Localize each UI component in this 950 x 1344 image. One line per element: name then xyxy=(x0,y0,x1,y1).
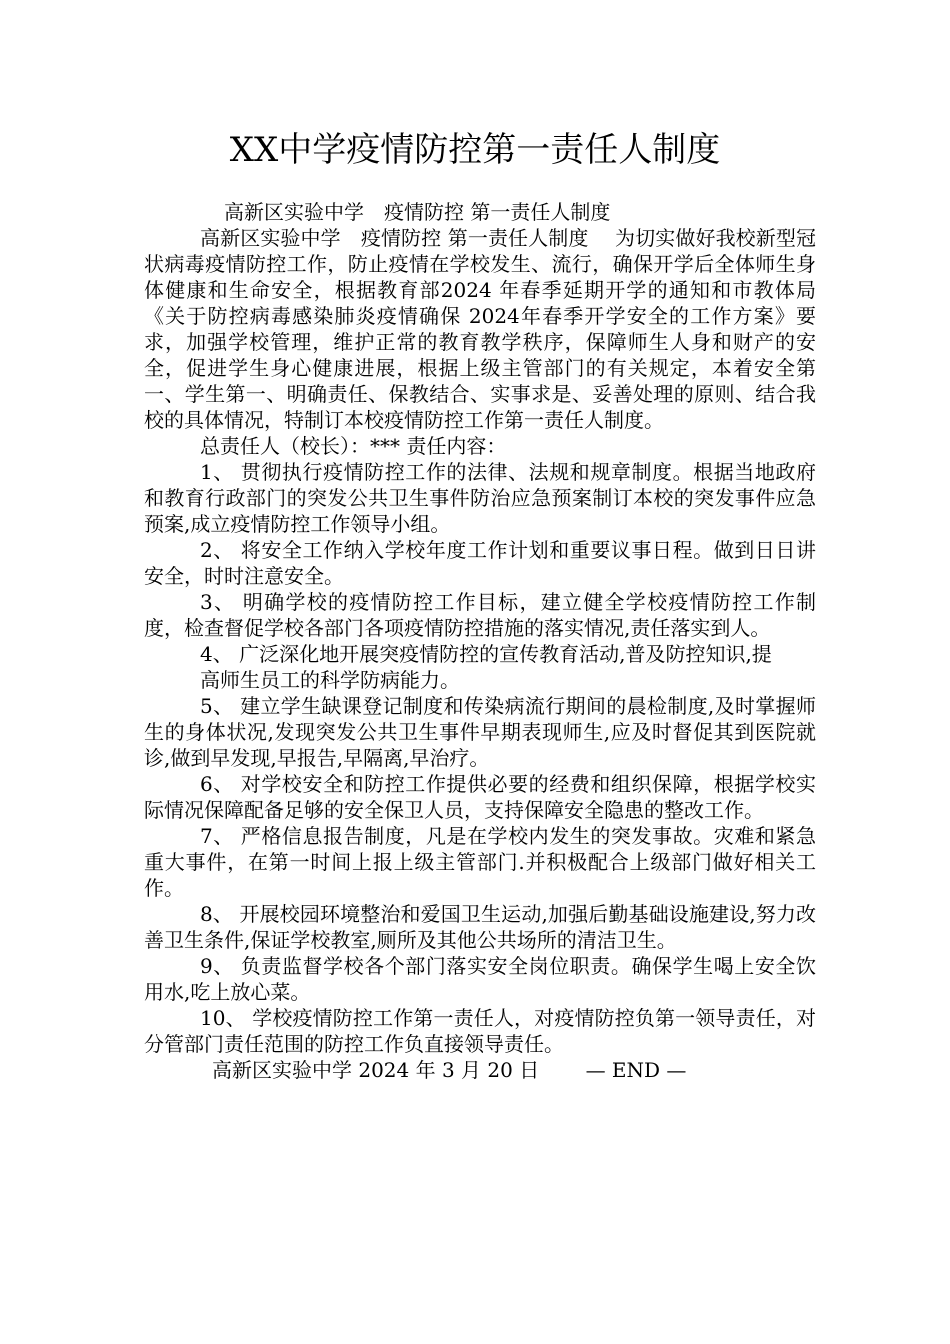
document-title: XX中学疫情防控第一责任人制度 xyxy=(229,130,721,170)
intro-paragraph: 高新区实验中学 疫情防控 第一责任人制度 为切实做好我校新型冠状病毒疫情防控工作，防止疫情在学校发生、流行，确保开学后全体师生身体健康和生命安全，根据教育部2024 年春季延期开学的通知和市教体局《关于防控病毒感染肺炎疫情确保 2024年春季开学安全的工作方案》要求，加强学校管理，维护正常的教育教学秩序，保障师生人身和财产的安全，促进学生身心健康进展，根据上级主管部门的有关规定，本着安全第一、学生第一、明确责任、保教结合、实事求是、妥善处理的原则、结合我校的具体情况，特制订本校疫情防控工作第一责任人制度。 xyxy=(144,226,816,432)
document-subheading: 高新区实验中学 疫情防控 第一责任人制度 xyxy=(224,200,611,224)
document-body xyxy=(144,199,816,1083)
duty-item-5: 5、 建立学生缺课登记制度和传染病流行期间的晨检制度,及时掌握师生的身体状况,发现突发公共卫生事件早期表现师生,应及时督促其到医院就诊,做到早发现,早报告,早隔离,早治疗。 xyxy=(144,694,816,770)
duty-item-3: 3、 明确学校的疫情防控工作目标，建立健全学校疫情防控工作制度，检查督促学校各部门各项疫情防控措施的落实情况,责任落实到人。 xyxy=(144,590,816,640)
duty-item-1: 1、 贯彻执行疫情防控工作的法律、法规和规章制度。根据当地政府和教育行政部门的突发公共卫生事件防治应急预案制订本校的突发事件应急预案,成立疫情防控工作领导小组。 xyxy=(144,460,816,536)
duty-item-10: 10、 学校疫情防控工作第一责任人，对疫情防控负第一领导责任，对分管部门责任范围的防控工作负直接领导责任。 xyxy=(144,1006,816,1056)
duty-item-4: 4、 广泛深化地开展突疫情防控的宣传教育活动,普及防控知识,提 xyxy=(200,642,772,666)
document-footer: 高新区实验中学 2024 年 3 月 20 日 — END — xyxy=(212,1058,687,1082)
duty-item-9: 9、 负责监督学校各个部门落实安全岗位职责。确保学生喝上安全饮用水,吃上放心菜。 xyxy=(144,954,816,1004)
duty-item-7: 7、 严格信息报告制度，凡是在学校内发生的突发事故。灾难和紧急重大事件，在第一时间上报上级主管部门.并积极配合上级部门做好相关工作。 xyxy=(144,824,816,900)
duty-item-6: 6、 对学校安全和防控工作提供必要的经费和组织保障，根据学校实际情况保障配备足够的安全保卫人员，支持保障安全隐患的整改工作。 xyxy=(144,772,816,822)
responsible-person-line: 总责任人（校长）：*** 责任内容： xyxy=(200,434,507,458)
duty-item-4-continued: 高师生员工的科学防病能力。 xyxy=(200,668,460,692)
duty-item-2: 2、 将安全工作纳入学校年度工作计划和重要议事日程。做到日日讲安全，时时注意安全。 xyxy=(144,538,816,588)
duty-item-8: 8、 开展校园环境整治和爱国卫生运动,加强后勤基础设施建设,努力改善卫生条件,保证学校教室,厕所及其他公共场所的清洁卫生。 xyxy=(144,902,816,952)
